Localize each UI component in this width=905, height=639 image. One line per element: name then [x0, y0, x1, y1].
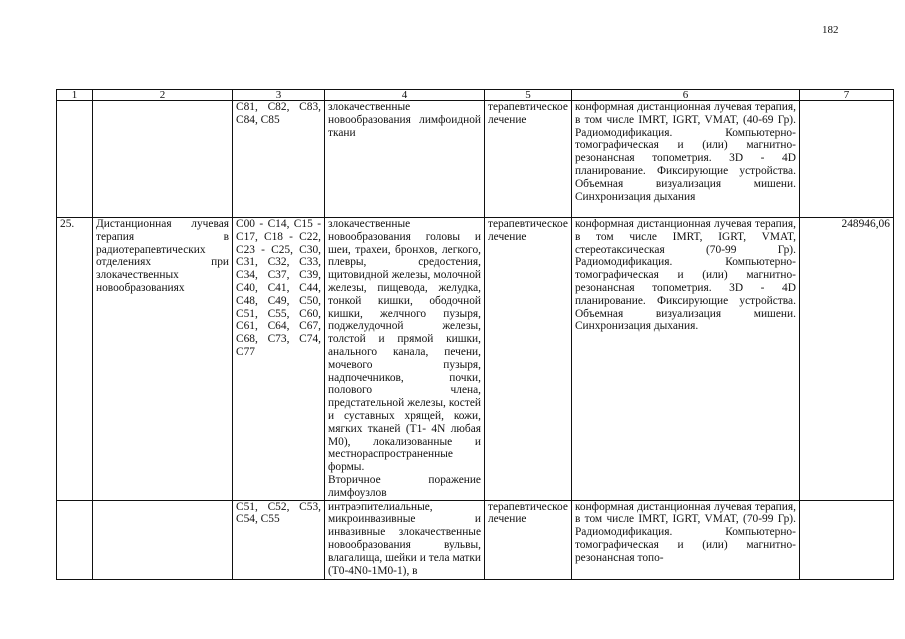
page-number: 182 — [822, 24, 839, 36]
icd-codes-cell: C00 - C14, C15 - C17, C18 - C22, C23 - C25, C30, C31, C32, C33, C34, C37, C39, C40, C41, C44, C48, C49, C50, C51, C55, C60, C61, C64, C67, C68, C73, C74, C77 — [233, 218, 325, 501]
column-number-4: 4 — [325, 90, 485, 101]
diagnosis-cell: интраэпителиальные, микроинвазивные и инвазивные злокачественные новообразования вульвы, влагалища, шейки и тела матки (T0-4N0-1M0-1), в — [325, 500, 485, 579]
table-row — [57, 500, 894, 579]
method-description-cell: конформная дистанционная лучевая терапия, в том числе IMRT, IGRT, VMAT, (40-69 Гр). Радиомодификация. Компьютерно-томографическая и (или) магнитно-резонансная топометрия. 3D - 4D планирование. Фиксирующие устройства. Объемная визуализация мишени. Синхронизация дыхания — [571, 101, 799, 218]
column-number-5: 5 — [485, 90, 572, 101]
table-header-row — [57, 90, 894, 101]
column-number-2: 2 — [93, 90, 233, 101]
method-name-cell: Дистанционная лучевая терапия в радиотерапевтических отделениях при злокачественных новообразованиях — [93, 218, 233, 501]
column-number-3: 3 — [233, 90, 325, 101]
method-description-cell: конформная дистанционная лучевая терапия, в том числе IMRT, IGRT, VMAT, (70-99 Гр). Радиомодификация. Компьютерно-томографическая и (или) магнитно-резонансная топо- — [571, 500, 799, 579]
column-number-7: 7 — [799, 90, 893, 101]
column-number-1: 1 — [57, 90, 93, 101]
treatment-type-cell: терапевтическое лечение — [485, 218, 572, 501]
cost-cell — [799, 101, 893, 218]
cost-cell: 248946,06 — [799, 218, 893, 501]
treatment-type-cell: терапевтическое лечение — [485, 101, 572, 218]
row-number-cell — [57, 500, 93, 579]
table-row — [57, 218, 894, 501]
icd-codes-cell: C51, C52, C53, C54, C55 — [233, 500, 325, 579]
treatment-type-cell: терапевтическое лечение — [485, 500, 572, 579]
method-description-cell: конформная дистанционная лучевая терапия, в том числе IMRT, IGRT, VMAT, стереотаксическая (70-99 Гр). Радиомодификация. Компьютерно-томографическая и (или) магнитно-резонансная топометрия. 3D - 4D планирование. Фиксирующие устройства. Объемная визуализация мишени. Синхронизация дыхания. — [571, 218, 799, 501]
column-number-6: 6 — [571, 90, 799, 101]
table-row — [57, 101, 894, 218]
method-name-cell — [93, 101, 233, 218]
icd-codes-cell: C81, C82, C83, C84, C85 — [233, 101, 325, 218]
cost-cell — [799, 500, 893, 579]
diagnosis-cell: злокачественные новообразования головы и шеи, трахеи, бронхов, легкого, плевры, средостения, щитовидной железы, молочной железы, пищевода, желудка, тонкой кишки, ободочной кишки, желчного пузыря, поджелудочной железы, толстой и прямой кишки, анального канала, печени, мочевого пузыря, надпочечников, почки, полового члена, предстательной железы, костей и суставных хрящей, кожи, мягких тканей (T1- 4N любая M0), локализованные и местнораспространенные формы. Вторичное поражение лимфоузлов — [325, 218, 485, 501]
diagnosis-cell: злокачественные новообразования лимфоидной ткани — [325, 101, 485, 218]
row-number-cell — [57, 101, 93, 218]
method-name-cell — [93, 500, 233, 579]
data-table — [56, 89, 894, 580]
row-number-cell: 25. — [57, 218, 93, 501]
